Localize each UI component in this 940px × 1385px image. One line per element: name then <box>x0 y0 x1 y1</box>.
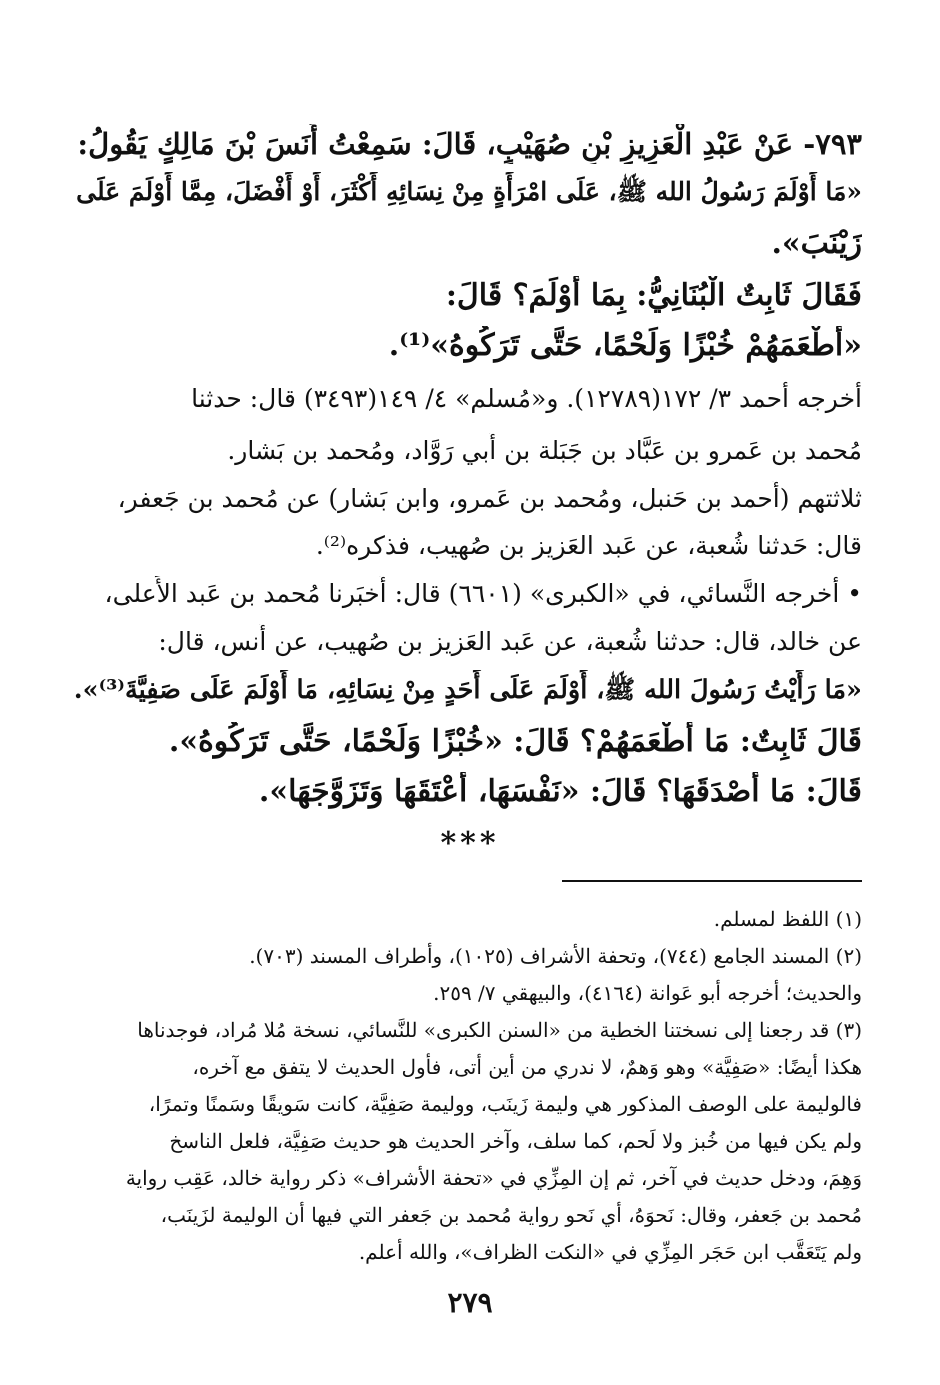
footnote-3-line-6: مُحمد بن جَعفر، وقال: نَحوَهُ، أي نَحو رواية مُحمد بن جَعفر التي فيها أن الوليمة لزَينَب، <box>160 1203 862 1227</box>
hadith-line-5: «أَطْعَمَهُمْ خُبْزًا وَلَحْمًا، حَتَّى تَرَكُوهُ»⁽¹⁾. <box>388 328 862 363</box>
takhrij-line-3: ثلاثتهم (أَحمد بن حَنبل، ومُحمد بن عَمرو، وابن بَشار) عن مُحمد بن جَعفر، <box>117 484 862 513</box>
takhrij-line-2: مُحمد بن عَمرو بن عَبَّاد بن جَبَلة بن أَبي رَوَّاد، ومُحمد بن بَشار. <box>227 436 862 465</box>
hadith-line-1: ٧٩٣- عَنْ عَبْدِ الْعَزِيزِ بْنِ صُهَيْبٍ، قَالَ: سَمِعْتُ أَنَسَ بْنَ مَالِكٍ يَقُولُ: <box>77 127 862 161</box>
takhrij-line-8: قَالَ ثَابِتٌ: مَا أَطْعَمَهُمْ؟ قَالَ: «خُبْزًا وَلَحْمًا، حَتَّى تَرَكُوهُ». <box>168 724 862 759</box>
takhrij-line-1: أخرجه أحمد ٣/ ١٧٢(١٢٧٨٩). و«مُسلم» ٤/ ١٤٩(٣٤٩٣) قال: حدثنا <box>191 384 862 413</box>
footnote-3-line-4: ولم يكن فيها من خُبز ولا لَحم، كما سلف، وآخر الحديث هو حديث صَفِيَّة، فلعل الناسخ <box>169 1129 862 1153</box>
footnote-3-line-2: هكذا أيضًا: «صَفِيَّة» وهو وَهمٌ، لا ندري من أين أتى، فأول الحديث لا يتفق مع آخره، <box>192 1055 862 1079</box>
page-number: ٢٧٩ <box>447 1286 493 1319</box>
hadith-line-2: «مَا أَوْلَمَ رَسُولُ الله ﷺ، عَلَى امْرَأَةٍ مِنْ نِسَائِهِ أَكْثَرَ، أَوْ أَفْضَلَ، مِمَّا أَوْلَمَ عَلَى <box>76 177 862 206</box>
footnote-3-line-3: فالوليمة على الوصف المذكور هي وليمة زَينَب، ووليمة صَفِيَّة، كانت سَويقًا وسَمنًا وتمرًا، <box>148 1092 862 1116</box>
takhrij-line-6: عن خالد، قال: حدثنا شُعبة، عن عَبد العَزيز بن صُهيب، عن أَنس، قال: <box>158 627 862 656</box>
hadith-line-3: زَيْنَبَ». <box>771 226 862 261</box>
section-separator: *** <box>440 826 500 861</box>
hadith-line-4: فَقَالَ ثَابِتٌ الْبُنَانِيُّ: بِمَا أَوْلَمَ؟ قَالَ: <box>445 278 862 313</box>
footnote-3-line-5: وَهِمَ، ودخل حديث في آخر، ثم إن المِزِّي في «تحفة الأشراف» ذكر رواية خالد، عَقِب رواية <box>125 1166 862 1190</box>
footnote-3-line-7: ولم يَتَعَقَّب ابن حَجَر المِزِّي في «النكت الظراف»، والله أعلم. <box>358 1240 862 1264</box>
takhrij-line-7: «مَا رَأَيْتُ رَسُولَ الله ﷺ، أَوْلَمَ عَلَى أَحَدٍ مِنْ نِسَائِهِ، مَا أَوْلَمَ عَلَى صَفِيَّةَ⁽³⁾». <box>73 675 862 705</box>
takhrij-line-4: قال: حَدثنا شُعبة، عن عَبد العَزيز بن صُهيب، فذكره⁽²⁾. <box>315 531 862 560</box>
takhrij-line-9: قَالَ: مَا أَصْدَقَهَا؟ قَالَ: «نَفْسَهَا، أَعْتَقَهَا وَتَزَوَّجَهَا». <box>258 774 862 809</box>
footnote-2b: والحديث؛ أخرجه أبو عَوانة (٤١٦٤)، والبيهقي ٧/ ٢٥٩. <box>433 981 862 1005</box>
footnote-3: (٣) قد رجعنا إلى نسختنا الخطية من «السنن الكبرى» للنَّسائي، نسخة مُلا مُراد، فوجدناها <box>137 1018 862 1042</box>
takhrij-line-5: • أخرجه النَّسائي، في «الكبرى» (٦٦٠١) قال: أَخبَرنا مُحمد بن عَبد الأَعلى، <box>104 579 862 608</box>
footnote-2: (٢) المسند الجامع (٧٤٤)، وتحفة الأشراف (١٠٢٥)، وأطراف المسند (٧٠٣). <box>249 944 862 968</box>
footnote-rule <box>562 880 862 882</box>
footnote-1: (١) اللفظ لمسلم. <box>713 907 862 931</box>
